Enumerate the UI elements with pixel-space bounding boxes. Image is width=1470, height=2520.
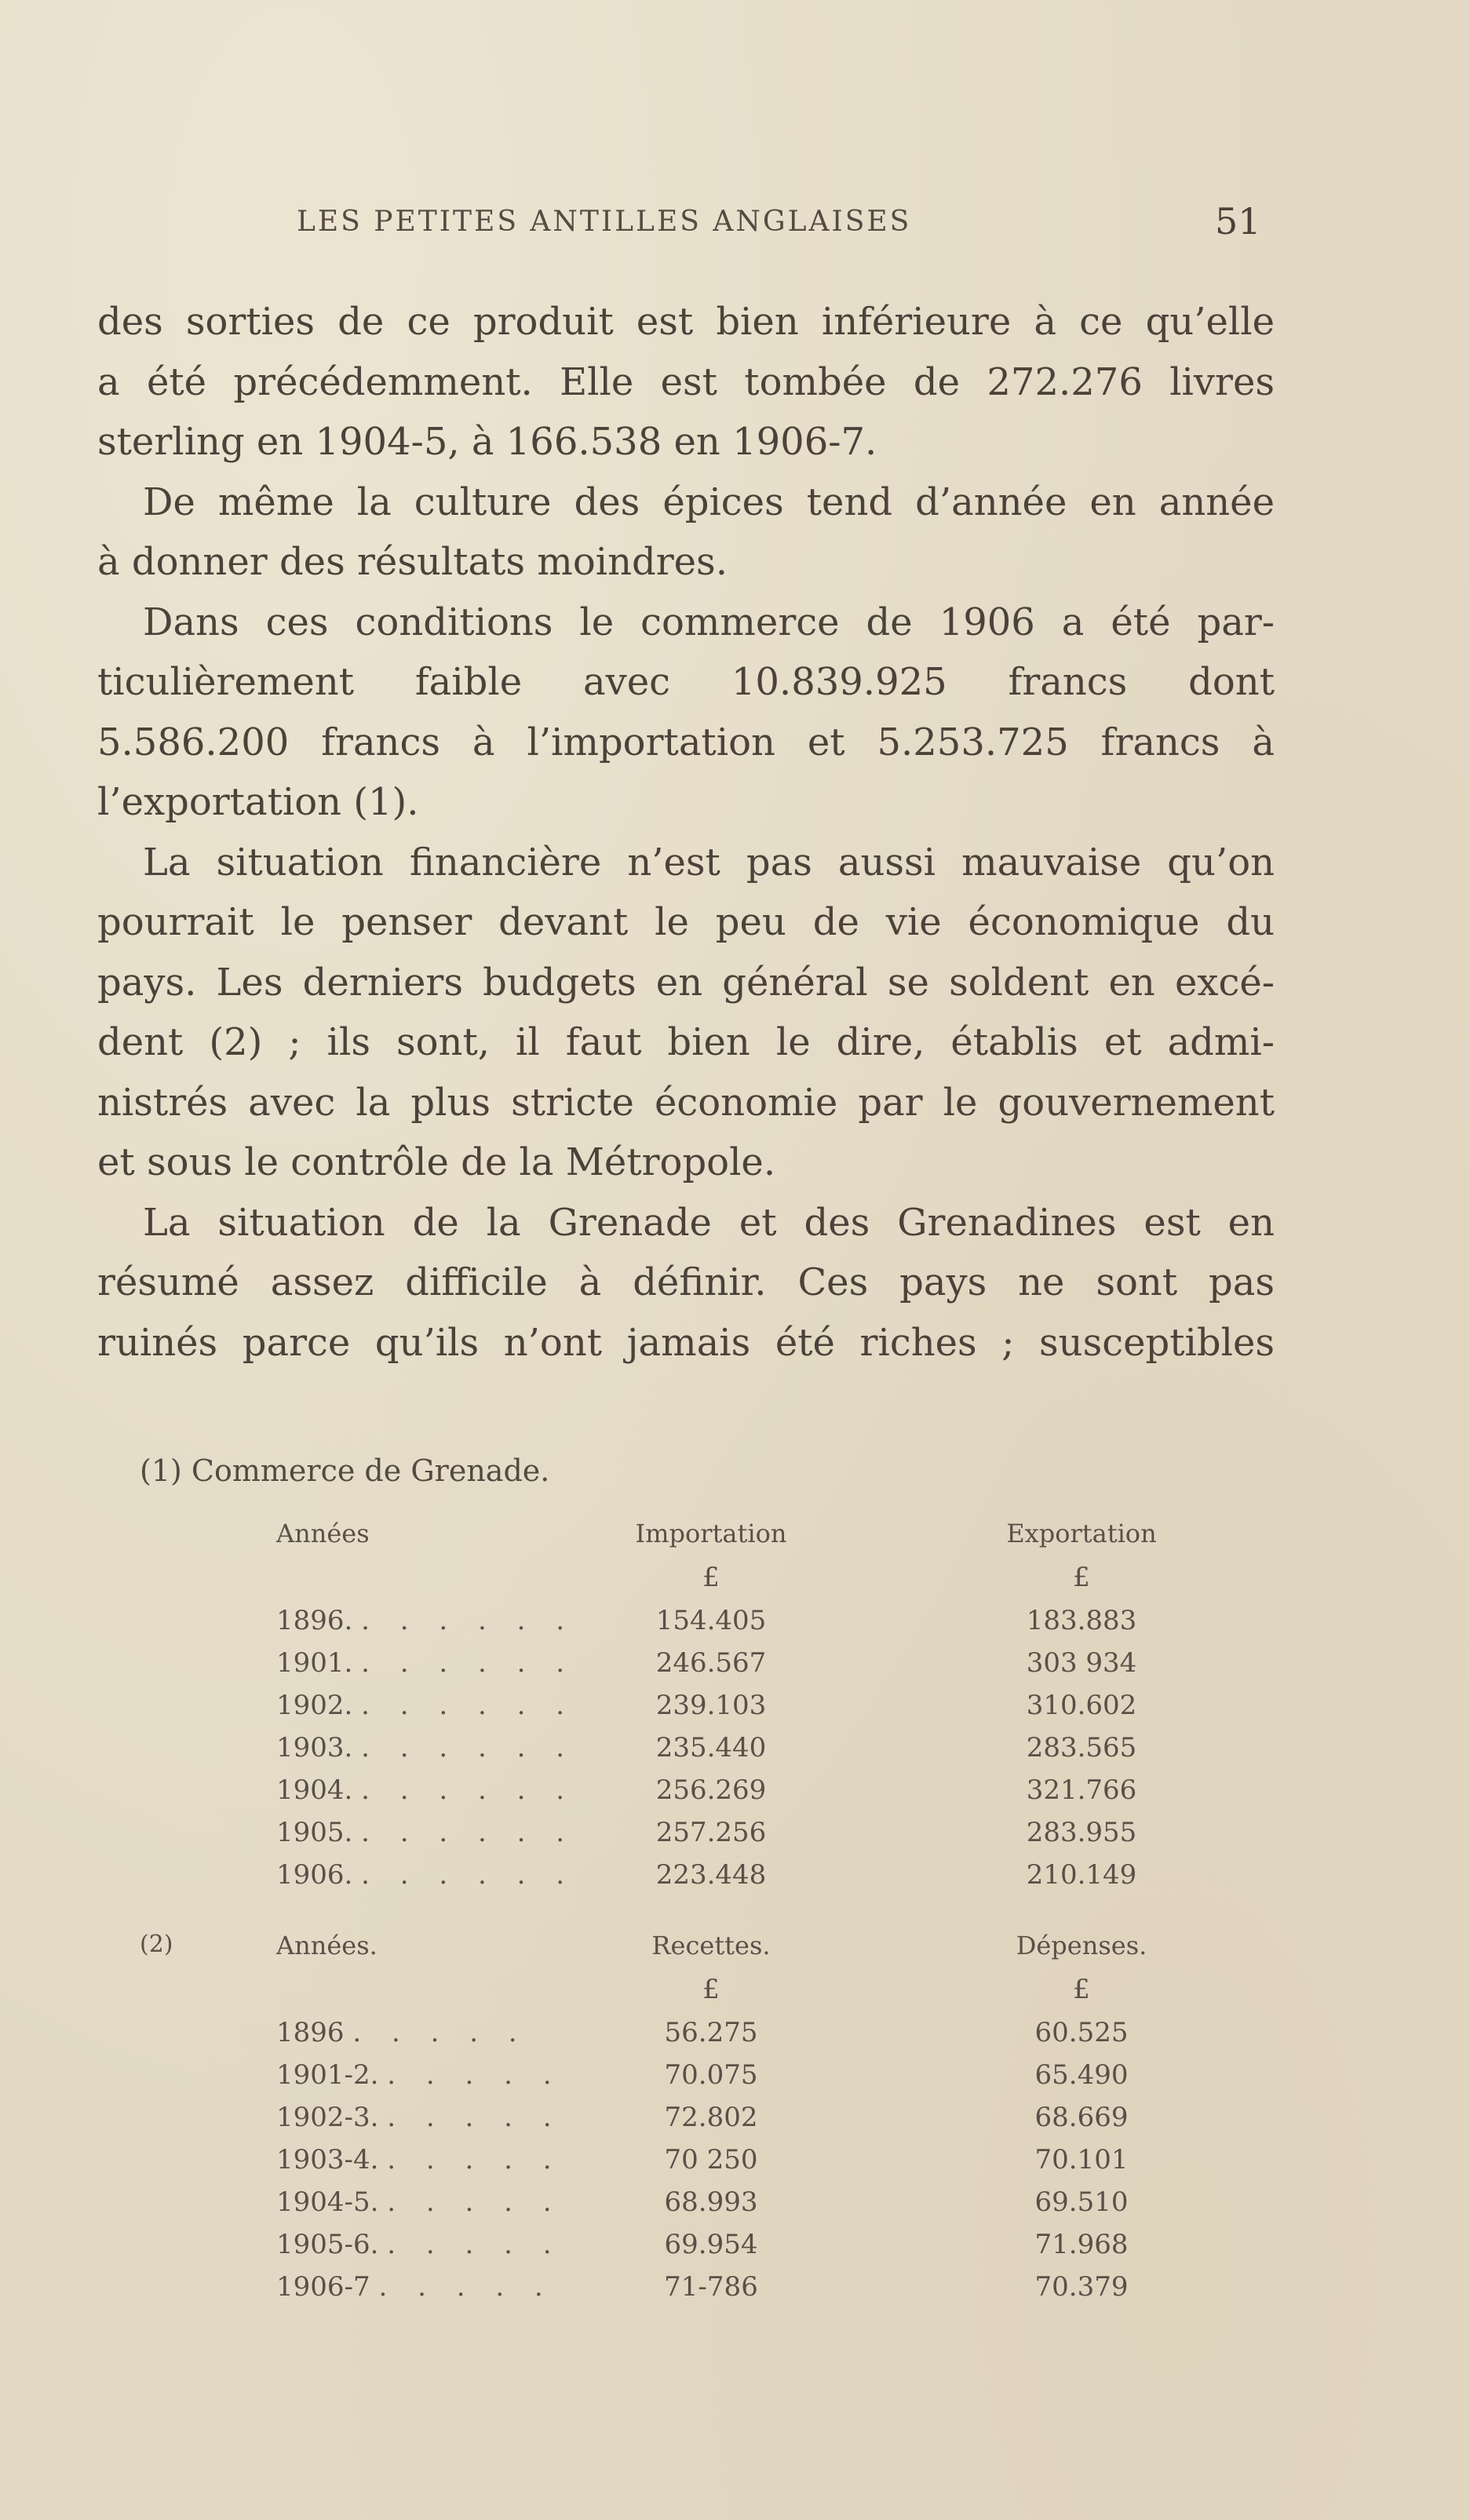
- table-row: [0, 1605, 1470, 1647]
- dot-leader: . . . . . .: [361, 1859, 576, 1891]
- dot-leader: . . . . . .: [361, 1605, 576, 1636]
- import-value: 246.567: [655, 1647, 767, 1679]
- table-row: [0, 1690, 1470, 1732]
- import-value: 239.103: [655, 1690, 767, 1721]
- expenses-value: 71.968: [1034, 2229, 1129, 2260]
- year: 1906-7: [276, 2271, 370, 2303]
- dot-leader: . . . . .: [378, 2271, 554, 2303]
- units-row: [0, 1562, 1470, 1604]
- expenses-value: 68.669: [1034, 2102, 1129, 2133]
- column-header-expenses: Dépenses.: [1016, 1931, 1147, 1960]
- column-header-import: Importation: [635, 1519, 787, 1548]
- units-row: [0, 1974, 1470, 2016]
- dot-leader: . . . . . .: [361, 1647, 576, 1679]
- table-row: [0, 2229, 1470, 2271]
- text-line: Dans ces conditions le commerce de 1906 a été par-: [143, 600, 1275, 644]
- text-line: l’exportation (1).: [97, 780, 419, 824]
- year: 1905.: [276, 1817, 353, 1848]
- text-line: La situation de la Grenade et des Grenadines est en: [143, 1200, 1275, 1245]
- receipts-value: 70 250: [664, 2144, 758, 2175]
- expenses-value: 70.101: [1034, 2144, 1129, 2175]
- year: 1901.: [276, 1647, 353, 1679]
- table-header-row: [0, 1931, 1470, 1973]
- footnote-1-title: (1) Commerce de Grenade.: [140, 1453, 550, 1488]
- dot-leader: . . . . .: [387, 2229, 563, 2260]
- year: 1896: [276, 2017, 345, 2048]
- pound-unit: £: [702, 1562, 720, 1593]
- dot-leader: . . . . .: [387, 2186, 563, 2218]
- dot-leader: . . . . .: [387, 2102, 563, 2133]
- text-line: a été précédemment. Elle est tombée de 272.276 livres: [97, 359, 1275, 404]
- text-line: à donner des résultats moindres.: [97, 540, 728, 584]
- text-line: pourrait le penser devant le peu de vie économique du: [97, 900, 1275, 944]
- table-row: [0, 1817, 1470, 1859]
- import-value: 235.440: [655, 1732, 767, 1763]
- body-paragraphs: [97, 292, 1275, 1373]
- pound-unit: £: [702, 1974, 720, 2005]
- year: 1902.: [276, 1690, 353, 1721]
- table-row: [0, 1774, 1470, 1817]
- table-row: [0, 2102, 1470, 2144]
- table-row: [0, 2186, 1470, 2229]
- table-row: [0, 1859, 1470, 1902]
- dot-leader: . . . . . .: [361, 1774, 576, 1806]
- text-line: ticulièrement faible avec 10.839.925 francs dont: [97, 660, 1275, 704]
- table-row: [0, 2017, 1470, 2059]
- export-value: 283.565: [1026, 1732, 1137, 1763]
- year: 1906.: [276, 1859, 353, 1891]
- text-line: De même la culture des épices tend d’année en année: [143, 480, 1275, 524]
- year: 1904-5.: [276, 2186, 379, 2218]
- expenses-value: 69.510: [1034, 2186, 1129, 2218]
- column-header-receipts: Recettes.: [651, 1931, 771, 1960]
- year: 1904.: [276, 1774, 353, 1806]
- receipts-value: 56.275: [664, 2017, 758, 2048]
- year: 1896.: [276, 1605, 353, 1636]
- text-line: sterling en 1904-5, à 166.538 en 1906-7.: [97, 420, 877, 464]
- dot-leader: . . . . . .: [361, 1690, 576, 1721]
- year: 1903-4.: [276, 2144, 379, 2175]
- import-value: 154.405: [655, 1605, 767, 1636]
- export-value: 310.602: [1026, 1690, 1137, 1721]
- dot-leader: . . . . .: [352, 2017, 528, 2048]
- footnote-2-marker: (2): [140, 1931, 173, 1958]
- receipts-value: 69.954: [664, 2229, 758, 2260]
- year: 1901-2.: [276, 2059, 379, 2091]
- receipts-value: 72.802: [664, 2102, 758, 2133]
- text-line: La situation financière n’est pas aussi mauvaise qu’on: [143, 840, 1275, 884]
- year: 1903.: [276, 1732, 353, 1763]
- dot-leader: . . . . . .: [361, 1732, 576, 1763]
- import-value: 256.269: [655, 1774, 767, 1806]
- export-value: 283.955: [1026, 1817, 1137, 1848]
- page-number: 51: [1215, 200, 1261, 243]
- year: 1902-3.: [276, 2102, 379, 2133]
- text-line: des sorties de ce produit est bien inférieure à ce qu’elle: [97, 300, 1275, 344]
- export-value: 321.766: [1026, 1774, 1137, 1806]
- text-line: dent (2) ; ils sont, il faut bien le dire, établis et admi-: [97, 1020, 1275, 1064]
- expenses-value: 65.490: [1034, 2059, 1129, 2091]
- table-row: [0, 1732, 1470, 1774]
- text-line: 5.586.200 francs à l’importation et 5.253.725 francs à: [97, 720, 1275, 764]
- column-header-years: Années: [276, 1519, 370, 1548]
- year: 1905-6.: [276, 2229, 379, 2260]
- export-value: 210.149: [1026, 1859, 1137, 1891]
- dot-leader: . . . . . .: [361, 1817, 576, 1848]
- column-header-years: Années.: [276, 1931, 378, 1960]
- receipts-value: 71-786: [664, 2271, 758, 2303]
- text-line: pays. Les derniers budgets en général se soldent en excé-: [97, 960, 1275, 1005]
- export-value: 303 934: [1026, 1647, 1137, 1679]
- dot-leader: . . . . .: [387, 2144, 563, 2175]
- expenses-value: 70.379: [1034, 2271, 1129, 2303]
- dot-leader: . . . . .: [387, 2059, 563, 2091]
- text-line: résumé assez difficile à définir. Ces pays ne sont pas: [97, 1260, 1275, 1304]
- text-line: ruinés parce qu’ils n’ont jamais été riches ; susceptibles: [97, 1320, 1275, 1365]
- running-title: LES PETITES ANTILLES ANGLAISES: [297, 206, 912, 238]
- table-row: [0, 2059, 1470, 2102]
- table-row: [0, 2271, 1470, 2314]
- receipts-value: 70.075: [664, 2059, 758, 2091]
- table-row: [0, 1647, 1470, 1690]
- export-value: 183.883: [1026, 1605, 1137, 1636]
- table-row: [0, 2144, 1470, 2186]
- pound-unit: £: [1073, 1562, 1090, 1593]
- import-value: 223.448: [655, 1859, 767, 1891]
- pound-unit: £: [1073, 1974, 1090, 2005]
- text-line: et sous le contrôle de la Métropole.: [97, 1140, 776, 1184]
- table-header-row: [0, 1519, 1470, 1561]
- expenses-value: 60.525: [1034, 2017, 1129, 2048]
- import-value: 257.256: [655, 1817, 767, 1848]
- column-header-export: Exportation: [1006, 1519, 1157, 1548]
- text-line: nistrés avec la plus stricte économie par le gouvernement: [97, 1080, 1275, 1125]
- receipts-value: 68.993: [664, 2186, 758, 2218]
